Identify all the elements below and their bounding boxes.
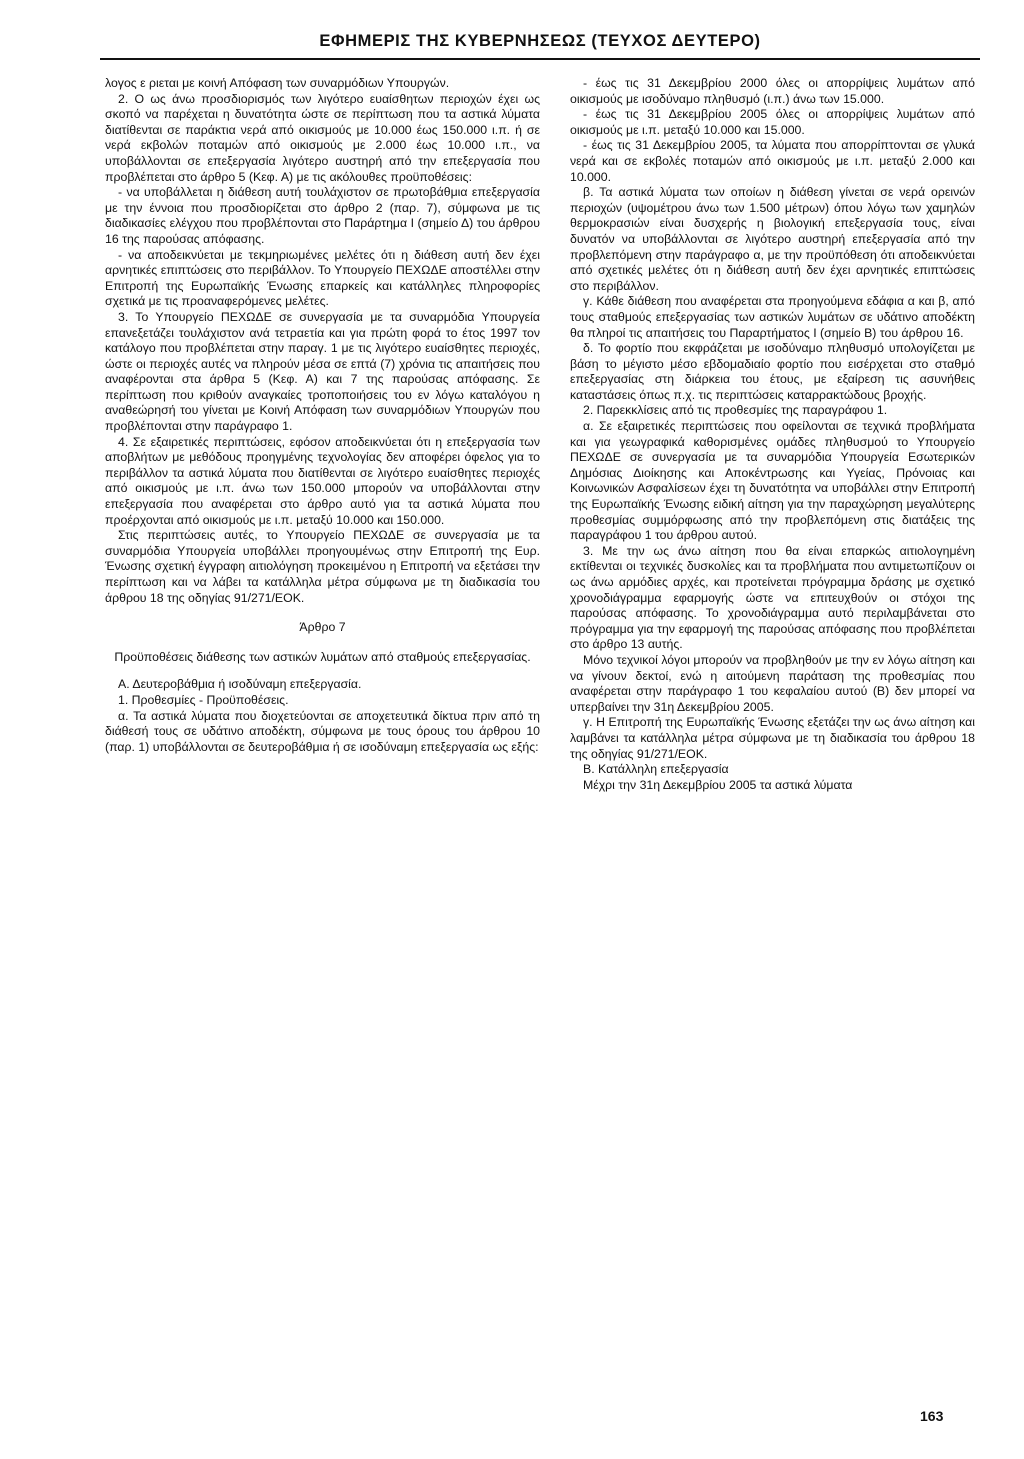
article-title: Προϋποθέσεις διάθεσης των αστικών λυμάτων από σταθμούς επεξεργασίας. [114, 649, 531, 664]
paragraph: γ. Κάθε διάθεση που αναφέρεται στα προηγούμενα εδάφια α και β, από τους σταθμούς επεξεργασίας των αστικών λυμάτων σε υδάτινο αποδέκτη θα πληροί τις απαιτήσεις του Παραρτήματος Ι (σημείο Β) του άρθρου 16. [570, 294, 975, 340]
paragraph: λογος ε ριεται με κοινή Απόφαση των συναρμόδιων Υπουργών. [105, 76, 450, 90]
paragraph: 3. Το Υπουργείο ΠΕΧΩΔΕ σε συνεργασία με τα συναρμόδια Υπουργεία επανεξετάζει τουλάχιστον ανά τετραετία και για πρώτη φορά το έτος 1997 τον κατάλογο που προβλέπεται στην παραγ. 1 με τις λιγότερο ευαίσθητες περιοχές, ώστε οι περιοχές αυτές να πληρούν μέσα σε επτά (7) χρόνια τις απαιτήσεις που αναφέρονται στα άρθρα 5 (Κεφ. Α) και 7 της παρούσας απόφασης. Σε περίπτωση που κριθούν αναγκαίες τροποποιήσεις του εν λόγω καταλόγου η αναθεώρησή του γίνεται με Κοινή Απόφαση των συναρμόδιων Υπουργών που προβλέπονται στην παράγραφο 1. [105, 309, 540, 434]
section-heading: Β. Κατάλληλη επεξεργασία [583, 762, 729, 777]
page-number: 163 [920, 1408, 944, 1424]
paragraph: Στις περιπτώσεις αυτές, το Υπουργείο ΠΕΧΩΔΕ σε συνεργασία με τα συναρμόδια Υπουργεία υποβάλλει προηγουμένως στην Επιτροπή της Ευρ. Ένωσης σχετική έγγραφη αιτιολόγηση προκειμένου η Επιτροπή να εξετάσει την περίπτωση και να λάβει τα κατάλληλα μέτρα σύμφωνα με τη διαδικασία του άρθρου 18 της οδηγίας 91/271/ΕΟΚ. [105, 528, 540, 605]
paragraph: - να υποβάλλεται η διάθεση αυτή τουλάχιστον σε πρωτοβάθμια επεξεργασία με την έννοια που προσδιορίζεται στο άρθρο 2 (παρ. 7), σύμφωνα με τις διαδικασίες ελέγχου που προβλέπονται στο Παράρτημα Ι (σημείο Δ) του άρθρου 16 της παρούσας απόφασης. [105, 185, 540, 246]
left-column [105, 76, 540, 755]
gazette-header: ΕΦΗΜΕΡΙΣ ΤΗΣ ΚΥΒΕΡΝΗΣΕΩΣ (ΤΕΥΧΟΣ ΔΕΥΤΕΡΟ) [319, 32, 761, 50]
article-heading: Άρθρο 7 [299, 620, 346, 635]
paragraph: Μέχρι την 31η Δεκεμβρίου 2005 τα αστικά λύματα [583, 777, 853, 792]
paragraph: γ. Η Επιτροπή της Ευρωπαϊκής Ένωσης εξετάζει την ως άνω αίτηση και λαμβάνει τα κατάλληλα μέτρα σύμφωνα με τη διαδικασία του άρθρου 18 της οδηγίας 91/271/ΕΟΚ. [570, 715, 975, 761]
paragraph: δ. Το φορτίο που εκφράζεται με ισοδύναμο πληθυσμό υπολογίζεται με βάση το μέγιστο μέσο εβδομαδιαίο φορτίο που εισέρχεται στο σταθμό επεξεργασίας στη διάρκεια του έτους, με εξαίρεση τις ασυνήθεις καταστάσεις όπως π.χ. τις περιπτώσεις καταρρακτώδους βροχής. [570, 341, 975, 402]
subsection-heading: 1. Προθεσμίες - Προϋποθέσεις. [118, 692, 289, 707]
paragraph: 2. Ο ως άνω προσδιορισμός των λιγότερο ευαίσθητων περιοχών έχει ως σκοπό να παρέχεται η δυνατότητα ώστε σε περίπτωση που τα αστικά λύματα διατίθενται σε παράκτια νερά από οικισμούς με 10.000 έως 150.000 ι.π. ή σε νερά εκβολών ποταμών από οικισμούς με 2.000 έως 10.000 ι.π., να υποβάλλονται σε επεξεργασία λιγότερο αυστηρή από την επεξεργασία που προβλέπεται στο άρθρο 5 (Κεφ. Α) με τις ακόλουθες προϋποθέσεις: [105, 91, 540, 184]
paragraph: - να αποδεικνύεται με τεκμηριωμένες μελέτες ότι η διάθεση αυτή δεν έχει αρνητικές επιπτώσεις στο περιβάλλον. Το Υπουργείο ΠΕΧΩΔΕ αποστέλλει στην Επιτροπή της Ευρωπαϊκής Ένωσης επαρκείς και κατάλληλες πληροφορίες σχετικά με τις προαναφερόμενες μελέτες. [105, 247, 540, 309]
right-column [570, 76, 975, 793]
header-divider [100, 58, 980, 60]
paragraph: - έως τις 31 Δεκεμβρίου 2005, τα λύματα που απορρίπτονται σε γλυκά νερά και σε εκβολές ποταμών από οικισμούς με ι.π. μεταξύ 2.000 και 10.000. [570, 138, 975, 184]
section-heading: Α. Δευτεροβάθμια ή ισοδύναμη επεξεργασία. [118, 677, 362, 692]
paragraph: 2. Παρεκκλίσεις από τις προθεσμίες της παραγράφου 1. [583, 403, 888, 418]
paragraph: α. Σε εξαιρετικές περιπτώσεις που οφείλονται σε τεχνικά προβλήματα και για γεωγραφικά καθορισμένες ομάδες πληθυσμού το Υπουργείο ΠΕΧΩΔΕ σε συνεργασία με τα συναρμόδια Υπουργεία Εσωτερικών Δημόσιας Διοίκησης και Αποκέντρωσης και Υγείας, Πρόνοιας και Κοινωνικών Ασφαλίσεων έχει τη δυνατότητα να υποβάλλει στην Επιτροπή της Ευρωπαϊκής Ένωσης ειδική αίτηση για την παραχώρηση μεγαλύτερης προθεσμίας συμμόρφωσης από την προβλεπόμενη στις διατάξεις της παραγράφου 1 του άρθρου αυτού. [570, 419, 975, 543]
paragraph: β. Τα αστικά λύματα των οποίων η διάθεση γίνεται σε νερά ορεινών περιοχών (υψομέτρου άνω των 1.500 μέτρων) όπου λόγω των χαμηλών θερμοκρασιών είναι δυσχερής η βιολογική επεξεργασία τους, είναι δυνατόν να υποβάλλονται σε λιγότερο αυστηρή επεξεργασία από την προβλεπόμενη στην παράγραφο α, με την προϋπόθεση ότι αποδεικνύεται από σχετικές μελέτες ότι η διάθεση αυτή δεν έχει αρνητικές επιπτώσεις στο περιβάλλον. [570, 185, 975, 293]
paragraph: Μόνο τεχνικοί λόγοι μπορούν να προβληθούν με την εν λόγω αίτηση και να γίνουν δεκτοί, ενώ η αιτούμενη παράταση της προθεσμίας που αναφέρεται στην παράγραφο 1 του κεφαλαίου αυτού (Β) δεν μπορεί να υπερβαίνει την 31η Δεκεμβρίου 2005. [570, 652, 975, 714]
paragraph: 3. Με την ως άνω αίτηση που θα είναι επαρκώς αιτιολογημένη εκτίθενται οι τεχνικές δυσκολίες και τα προβλήματα που αντιμετωπίζουν οι ως άνω αρμόδιες αρχές, και προτείνεται πρόγραμμα δράσης με σχετικό χρονοδιάγραμμα εφαρμογής ώστε να επιτευχθούν οι στόχοι της παρούσας απόφασης. Το χρονοδιάγραμμα αυτό περιλαμβάνεται στο πρόγραμμα για την εφαρμογή της παρούσας απόφασης που προβλέπεται στο άρθρο 13 αυτής. [570, 543, 975, 652]
paragraph: 4. Σε εξαιρετικές περιπτώσεις, εφόσον αποδεικνύεται ότι η επεξεργασία των αποβλήτων με μεθόδους προηγμένης τεχνολογίας δεν αποφέρει όφελος για το περιβάλλον τα αστικά λύματα που διατίθενται σε λιγότερο ευαίσθητες περιοχές από οικισμούς με ι.π. άνω των 150.000 μπορούν να υποβάλλονται στην επεξεργασία που αναφέρεται στο άρθρο αυτό για τα αστικά λύματα που προέρχονται από οικισμούς με ι.π. μεταξύ 10.000 και 150.000. [105, 434, 540, 527]
paragraph: - έως τις 31 Δεκεμβρίου 2000 όλες οι απορρίψεις λυμάτων από οικισμούς με ισοδύναμο πληθυσμό (ι.π.) άνω των 15.000. [570, 76, 975, 106]
paragraph: α. Τα αστικά λύματα που διοχετεύονται σε αποχετευτικά δίκτυα πριν από τη διάθεσή τους σε υδάτινο αποδέκτη, σύμφωνα με τους όρους του άρθρου 10 (παρ. 1) υποβάλλονται σε δευτεροβάθμια ή σε ισοδύναμη επεξεργασία ως εξής: [105, 708, 540, 754]
paragraph: - έως τις 31 Δεκεμβρίου 2005 όλες οι απορρίψεις λυμάτων από οικισμούς με ι.π. μεταξύ 10.000 και 15.000. [570, 107, 975, 137]
